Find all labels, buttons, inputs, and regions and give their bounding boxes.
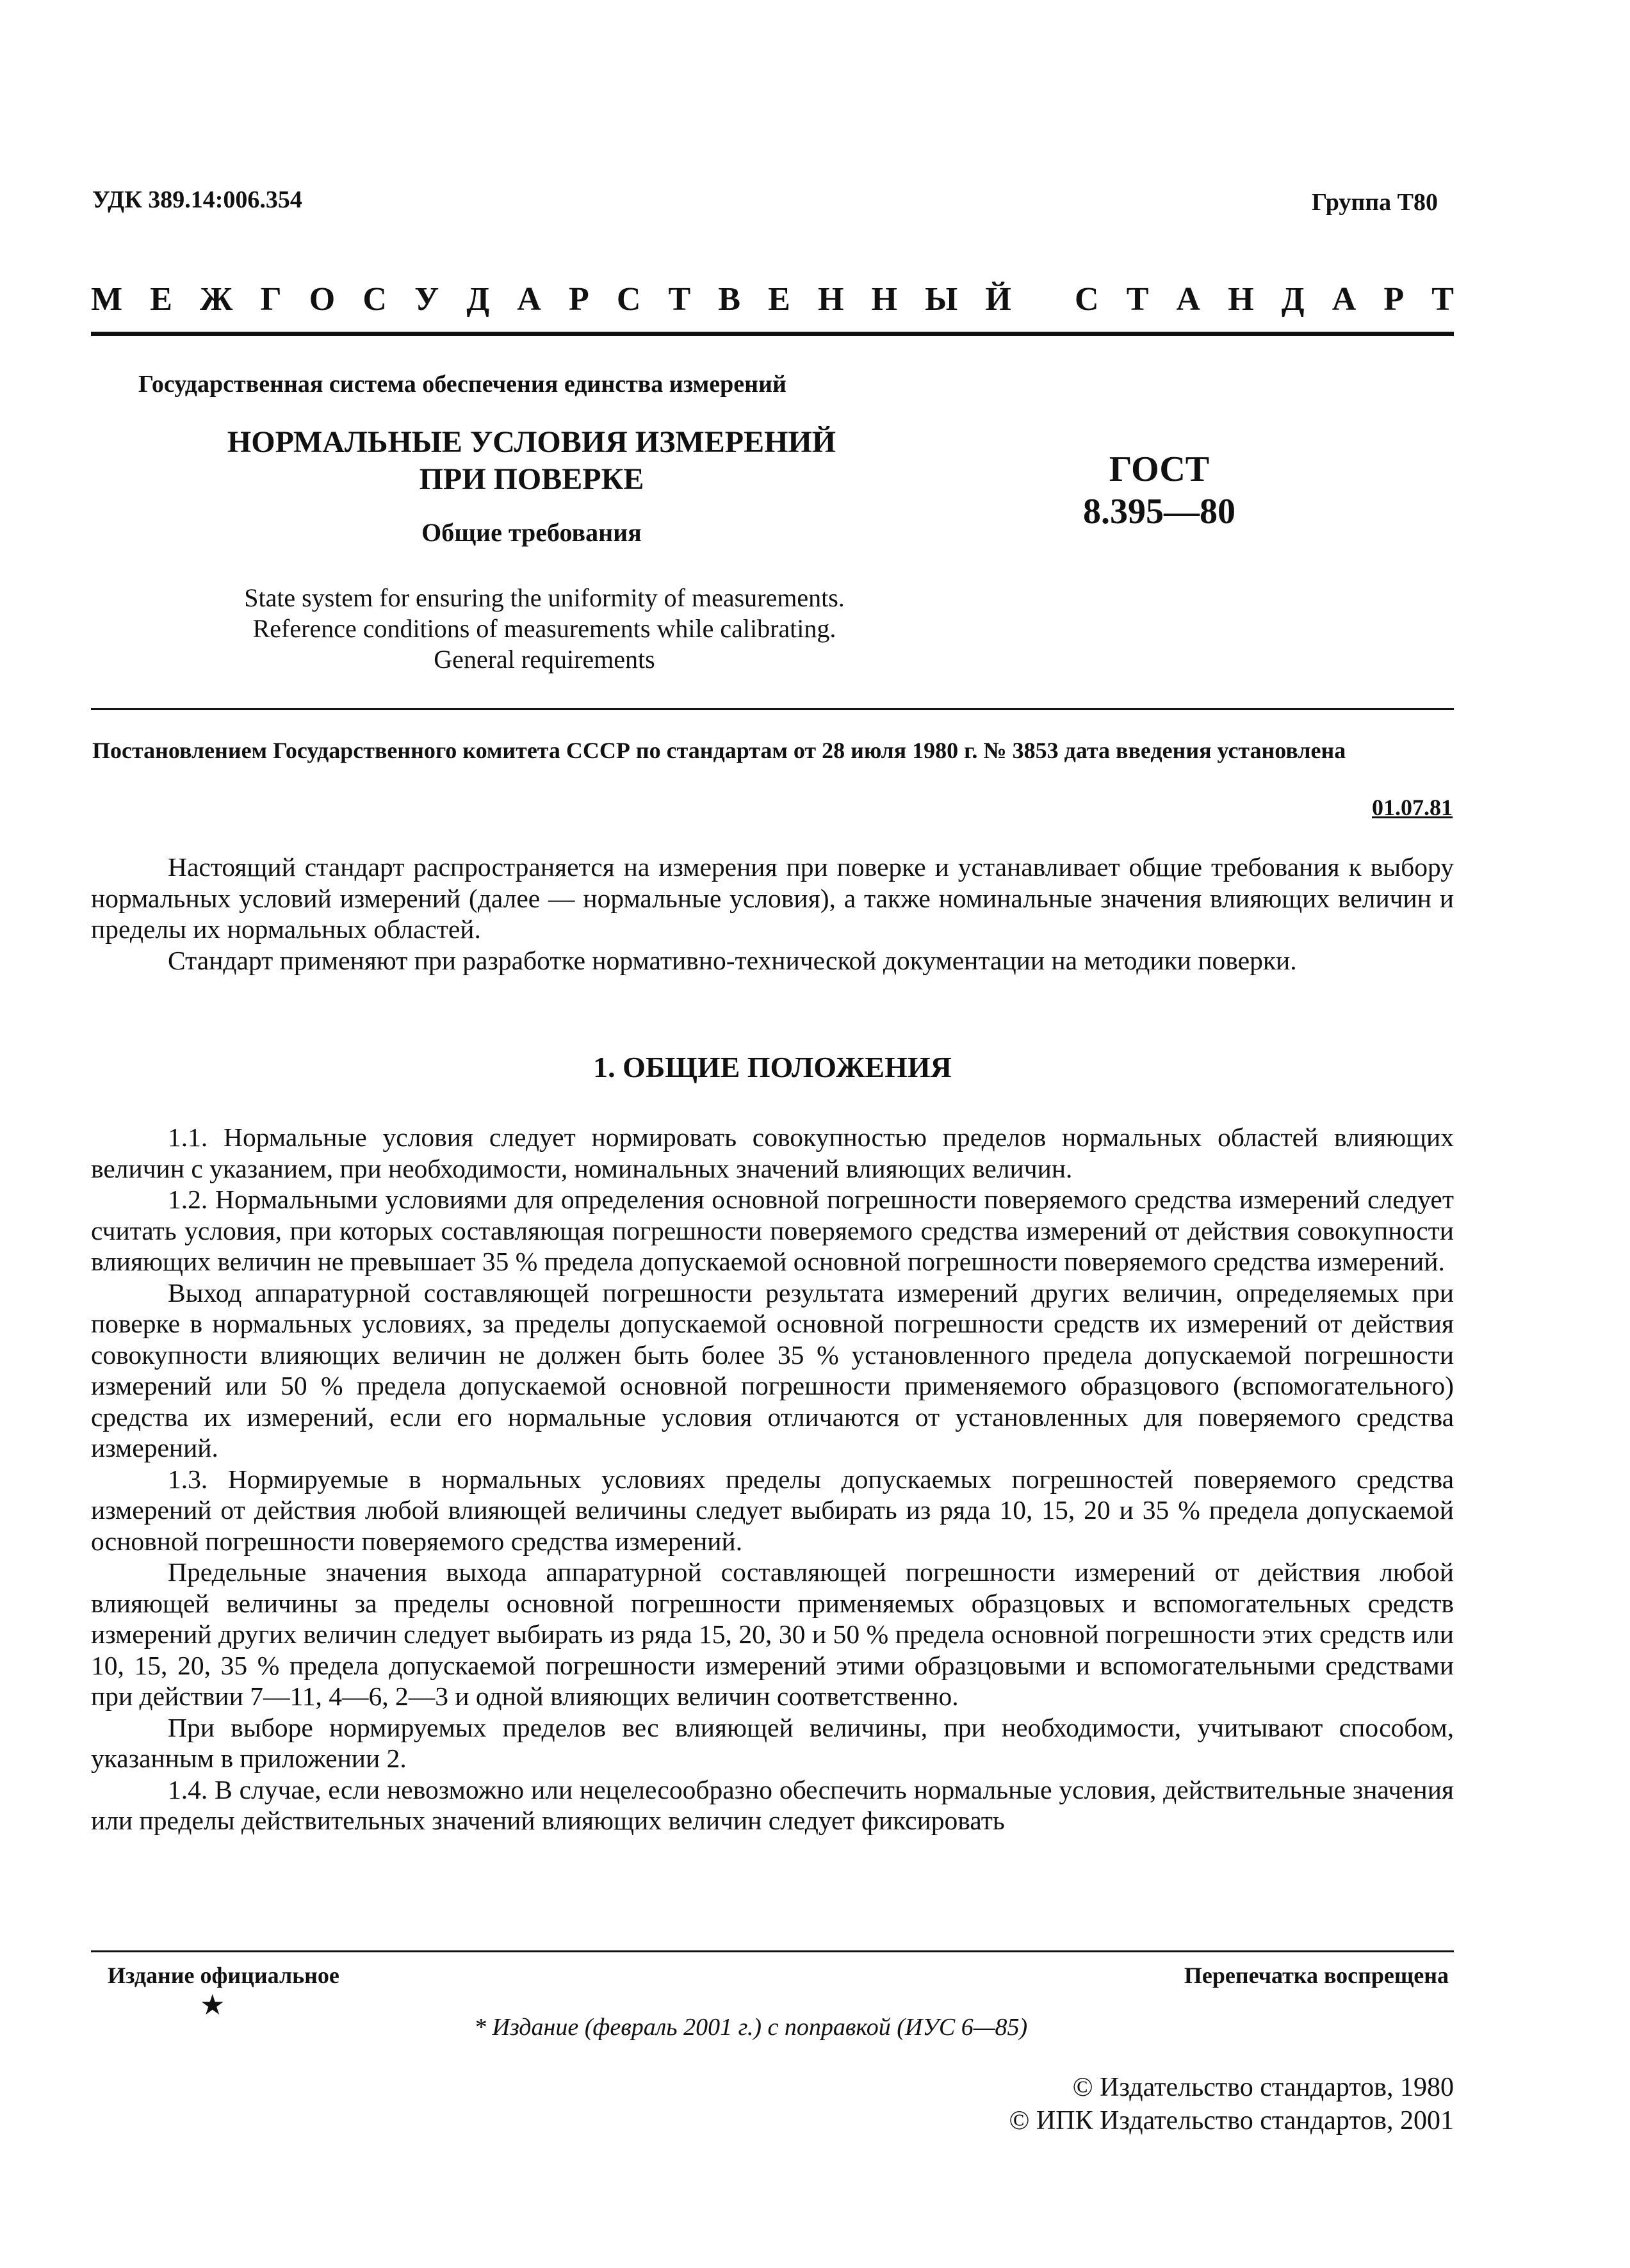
heading-letter: Т bbox=[1431, 281, 1454, 318]
english-title bbox=[128, 583, 961, 675]
star-icon: ★ bbox=[200, 1989, 225, 2021]
english-line-1: State system for ensuring the uniformity of measurements. bbox=[244, 583, 845, 612]
udk-code: УДК 389.14:006.354 bbox=[92, 186, 302, 213]
heading-letter: Ж bbox=[200, 281, 233, 318]
heading-letter: Т bbox=[668, 281, 691, 318]
heading-letter: А bbox=[1176, 281, 1201, 318]
body-paragraph: Выход аппаратурной составляющей погрешности результата измерений других величин, определяемых при поверке в нормальных условиях, за пределы допускаемой основной погрешности средств их измерений от действия совокупности влияющих величин не должен быть более 35 % установленного предела допускаемой погрешности измерений или 50 % предела допускаемой основной погрешности применяемого образцового (вспомогательного) средства их измерений, если его нормальные условия отличаются от установленных для поверяемого средства измерений. bbox=[91, 1277, 1454, 1462]
copyright-1980: © Издательство стандартов, 1980 bbox=[1072, 2073, 1454, 2102]
heading-letter: М bbox=[91, 281, 123, 318]
heading-letter: А bbox=[517, 281, 541, 318]
title-line-2: ПРИ ПОВЕРКЕ bbox=[419, 462, 644, 496]
heading-letter: Д bbox=[466, 281, 490, 318]
heading-letter: А bbox=[1332, 281, 1357, 318]
heading-letter: У bbox=[414, 281, 439, 318]
copyright-2001: © ИПК Издательство стандартов, 2001 bbox=[1009, 2106, 1454, 2135]
group-code: Группа Т80 bbox=[1311, 189, 1438, 216]
heading-letter: Р bbox=[1383, 281, 1405, 318]
body-paragraph: 1.4. В случае, если невозможно или нецелесообразно обеспечить нормальные условия, действительные значения или пределы действительных значений влияющих величин следует фиксировать bbox=[91, 1774, 1454, 1835]
intro-paragraph: Стандарт применяют при разработке нормативно-технической документации на методики поверки. bbox=[168, 945, 1297, 975]
heading-letter: С bbox=[1075, 281, 1099, 318]
body-paragraph: 1.1. Нормальные условия следует нормировать совокупностью пределов нормальных областей влияющих величин с указанием, при необходимости, номинальных значений влияющих величин. bbox=[91, 1122, 1454, 1183]
heading-letter: Н bbox=[871, 281, 897, 318]
heading-letter: Н bbox=[817, 281, 844, 318]
heading-letter: О bbox=[309, 281, 336, 318]
heading-letter: Ы bbox=[925, 281, 958, 318]
heading-letter bbox=[1039, 280, 1047, 318]
heading-letter: Н bbox=[1228, 281, 1254, 318]
heading-letter: Й bbox=[985, 281, 1011, 318]
official-edition-label: Издание официальное bbox=[108, 1963, 339, 1988]
title-line-1: НОРМАЛЬНЫЕ УСЛОВИЯ ИЗМЕРЕНИЙ bbox=[227, 425, 836, 459]
heading-letter: Г bbox=[260, 281, 282, 318]
heading-letter: Т bbox=[1126, 281, 1149, 318]
heading-letter: С bbox=[616, 281, 641, 318]
gost-code: 8.395—80 bbox=[1083, 492, 1235, 531]
header-rule bbox=[91, 332, 1454, 336]
standard-type-heading bbox=[91, 280, 1454, 318]
body-paragraph: 1.3. Нормируемые в нормальных условиях пределы допускаемых погрешностей поверяемого средства измерений от действия любой влияющей величины следует выбирать из ряда 10, 15, 20 и 35 % предела допускаемой основной погрешности поверяемого средства измерений. bbox=[91, 1464, 1454, 1556]
document-subtitle: Общие требования bbox=[421, 518, 642, 547]
system-name: Государственная система обеспечения единства измерений bbox=[138, 371, 786, 398]
heading-letter: Р bbox=[568, 281, 589, 318]
footer-rule bbox=[91, 1950, 1454, 1952]
section-heading: 1. ОБЩИЕ ПОЛОЖЕНИЯ bbox=[593, 1051, 952, 1083]
gost-number bbox=[1063, 448, 1255, 533]
body-paragraph: При выборе нормируемых пределов вес влияющей величины, при необходимости, учитывают способом, указанным в приложении 2. bbox=[91, 1712, 1454, 1773]
english-line-2: Reference conditions of measurements while calibrating. bbox=[252, 614, 836, 643]
decree-text: Постановлением Государственного комитета СССР по стандартам от 28 июля 1980 г. № 3853 дата введения установлена bbox=[92, 738, 1346, 763]
title-rule bbox=[91, 708, 1454, 710]
heading-letter: С bbox=[363, 281, 387, 318]
intro-text bbox=[91, 852, 1454, 976]
heading-letter: Д bbox=[1281, 281, 1305, 318]
edition-note: * Издание (февраль 2001 г.) с поправкой (ИУС 6—85) bbox=[474, 2014, 1028, 2041]
gost-label: ГОСТ bbox=[1109, 450, 1210, 489]
reprint-prohibited-label: Перепечатка воспрещена bbox=[1184, 1963, 1449, 1988]
heading-letter: В bbox=[718, 281, 741, 318]
english-line-3: General requirements bbox=[434, 645, 655, 674]
heading-letter: Е bbox=[150, 281, 172, 318]
intro-paragraph: Настоящий стандарт распространяется на измерения при поверке и устанавливает общие требования к выбору нормальных условий измерений (далее — нормальные условия), а также номинальные значения влияющих величин и пределы их нормальных областей. bbox=[91, 852, 1454, 944]
body-paragraph: Предельные значения выхода аппаратурной составляющей погрешности измерений от действия любой влияющей величины за пределы основной погрешности применяемых образцовых и вспомогательных средств измерений других величин следует выбирать из ряда 15, 20, 30 и 50 % предела основной погрешности этих средств или 10, 15, 20, 35 % предела допускаемой погрешности измерений этими образцовыми и вспомогательными средствами при действии 7—11, 4—6, 2—3 и одной влияющих величин соответственно. bbox=[91, 1557, 1454, 1711]
section-body bbox=[91, 1122, 1454, 1836]
document-title bbox=[154, 424, 909, 498]
effective-date: 01.07.81 bbox=[1372, 795, 1453, 820]
heading-letter: Е bbox=[768, 281, 790, 318]
body-paragraph: 1.2. Нормальными условиями для определения основной погрешности поверяемого средства измерений следует считать условия, при которых составляющая погрешности поверяемого средства измерений от действия совокупности влияющих величин не превышает 35 % предела допускаемой основной погрешности поверяемого средства измерений. bbox=[91, 1185, 1454, 1276]
